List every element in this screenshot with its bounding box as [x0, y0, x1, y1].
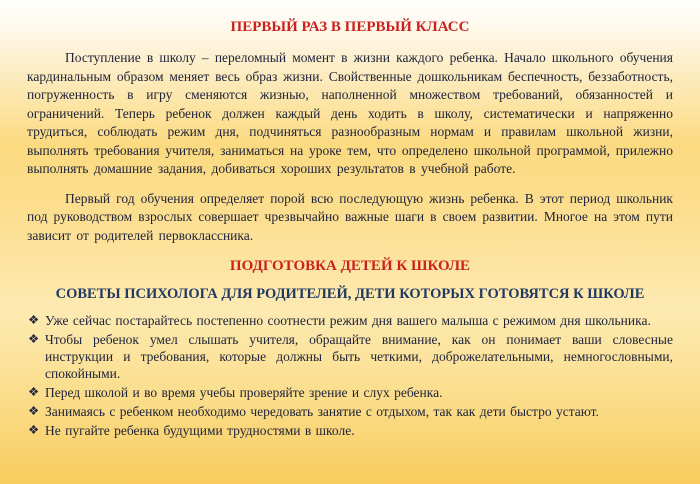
page-title: ПЕРВЫЙ РАЗ В ПЕРВЫЙ КЛАСС: [230, 19, 470, 35]
diamond-bullet-icon: ❖: [28, 423, 40, 437]
intro-paragraph: Поступление в школу – переломный момент в жизни каждого ребенка. Начало школьного обучения кардинальным образом меняет весь образ жизни. Свойственные дошкольникам беспечность, беззаботность, погруженность в игру сменяются жизнью, наполненной множеством требований, обязанностей и ограничений. Теперь ребенок должен каждый день ходить в школу, систематически и напряженно трудиться, соблюдать режим дня, подчиняться разнообразным нормам и правилам школьной жизни, выполнять требования учителя, заниматься на уроке тем, что определено школьной программой, прилежно выполнять домашние задания, добиваться хороших результатов в учебной работе.: [27, 50, 673, 176]
list-item: [27, 331, 673, 382]
advice-item-text: Перед школой и во время учебы проверяйте зрение и слух ребенка.: [45, 385, 443, 400]
diamond-bullet-icon: ❖: [28, 404, 40, 418]
diamond-bullet-icon: ❖: [28, 313, 40, 327]
diamond-bullet-icon: ❖: [28, 332, 40, 346]
advice-item-text: Уже сейчас постарайтесь постепенно соотнести режим дня вашего малыша с режимом дня школьника.: [45, 313, 651, 328]
list-item: [27, 384, 673, 401]
advice-item-text: Не пугайте ребенка будущими трудностями в школе.: [45, 423, 355, 438]
list-item: [27, 312, 673, 329]
advice-item-text: Занимаясь с ребенком необходимо чередовать занятие с отдыхом, так как дети быстро устают.: [45, 404, 599, 419]
advice-item-text: Чтобы ребенок умел слышать учителя, обращайте внимание, как он понимает ваши словесные инструкции и требования, которые должны быть четкими, доброжелательными, немногословными, спокойными.: [45, 332, 673, 381]
advice-heading-psychologist: СОВЕТЫ ПСИХОЛОГА ДЛЯ РОДИТЕЛЕЙ, ДЕТИ КОТОРЫХ ГОТОВЯТСЯ К ШКОЛЕ: [55, 286, 645, 302]
diamond-bullet-icon: ❖: [28, 385, 40, 399]
list-item: [27, 403, 673, 420]
section-heading-preparation: ПОДГОТОВКА ДЕТЕЙ К ШКОЛЕ: [229, 258, 471, 274]
list-item: [27, 422, 673, 439]
first-year-paragraph: Первый год обучения определяет порой всю последующую жизнь ребенка. В этот период школьник под руководством взрослых совершает чрезвычайно важные шаги в своем развитии. Многое на этом пути зависит от родителей первоклассника.: [27, 190, 673, 243]
advice-list: [27, 312, 673, 439]
